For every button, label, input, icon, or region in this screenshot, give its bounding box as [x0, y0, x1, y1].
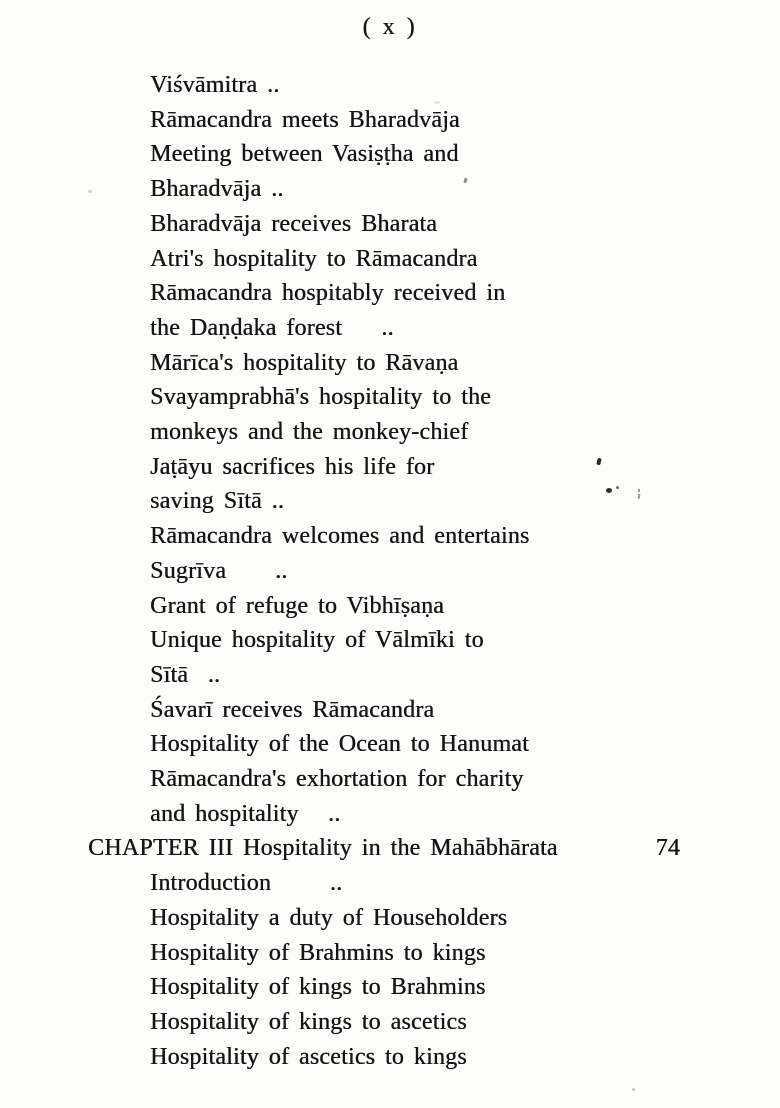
toc-entry: Unique hospitality of Vālmīki to [150, 627, 484, 654]
toc-entry: Rāmacandra's exhortation for charity [150, 766, 524, 793]
chapter-page-number: 74 [655, 835, 680, 862]
toc-entry: Bharadvāja receives Bharata [150, 210, 438, 237]
toc-entry: saving Sītā .. [150, 488, 284, 515]
toc-entry: Hospitality of kings to ascetics [150, 1008, 467, 1035]
scan-speck [88, 190, 92, 193]
scan-speck [638, 489, 640, 492]
toc-entry: Grant of refuge to Vibhīṣaṇa [150, 592, 445, 619]
toc-entry: Atri's hospitality to Rāmacandra [150, 245, 478, 272]
toc-entry: Rāmacandra meets Bharadvāja [150, 106, 460, 133]
page-number-header: ( x ) [362, 14, 418, 40]
chapter-title: CHAPTER III Hospitality in the Mahābhārata [88, 835, 558, 862]
toc-entry: monkeys and the monkey-chief [150, 419, 469, 446]
toc-entry: Hospitality a duty of Householders [150, 904, 508, 931]
toc-entry: Viśvāmitra .. [150, 72, 280, 98]
toc-entry: Hospitality of kings to Brahmins [150, 974, 486, 1001]
toc-entry: the Daṇḍaka forest .. [150, 314, 394, 341]
toc-entry: Śavarī receives Rāmacandra [150, 696, 435, 723]
scan-speck [434, 101, 440, 104]
toc-chapter-line [0, 831, 780, 866]
toc-entry: Sugrīva .. [150, 557, 288, 584]
toc-entry: Meeting between Vasiṣṭha and [150, 141, 459, 168]
toc-entry: Bharadvāja .. [150, 176, 284, 203]
toc-entry: Hospitality of the Ocean to Hanumat [150, 731, 529, 758]
toc-entry: Mārīca's hospitality to Rāvaṇa [150, 349, 459, 376]
table-of-contents [0, 68, 780, 1074]
toc-entry: Hospitality of ascetics to kings [150, 1043, 467, 1070]
scan-speck [632, 1088, 635, 1091]
toc-entry: and hospitality .. [150, 800, 341, 827]
toc-entry: Jaṭāyu sacrifices his life for [150, 453, 435, 480]
toc-entry: Introduction .. [150, 870, 343, 897]
toc-entry: Rāmacandra welcomes and entertains [150, 523, 530, 550]
toc-entry: Hospitality of Brahmins to kings [150, 939, 486, 966]
scan-speck [606, 488, 612, 493]
toc-entry: Svayamprabhā's hospitality to the [150, 384, 492, 411]
toc-entry: Rāmacandra hospitably received in [150, 280, 506, 307]
toc-entry: Sītā .. [150, 661, 221, 688]
